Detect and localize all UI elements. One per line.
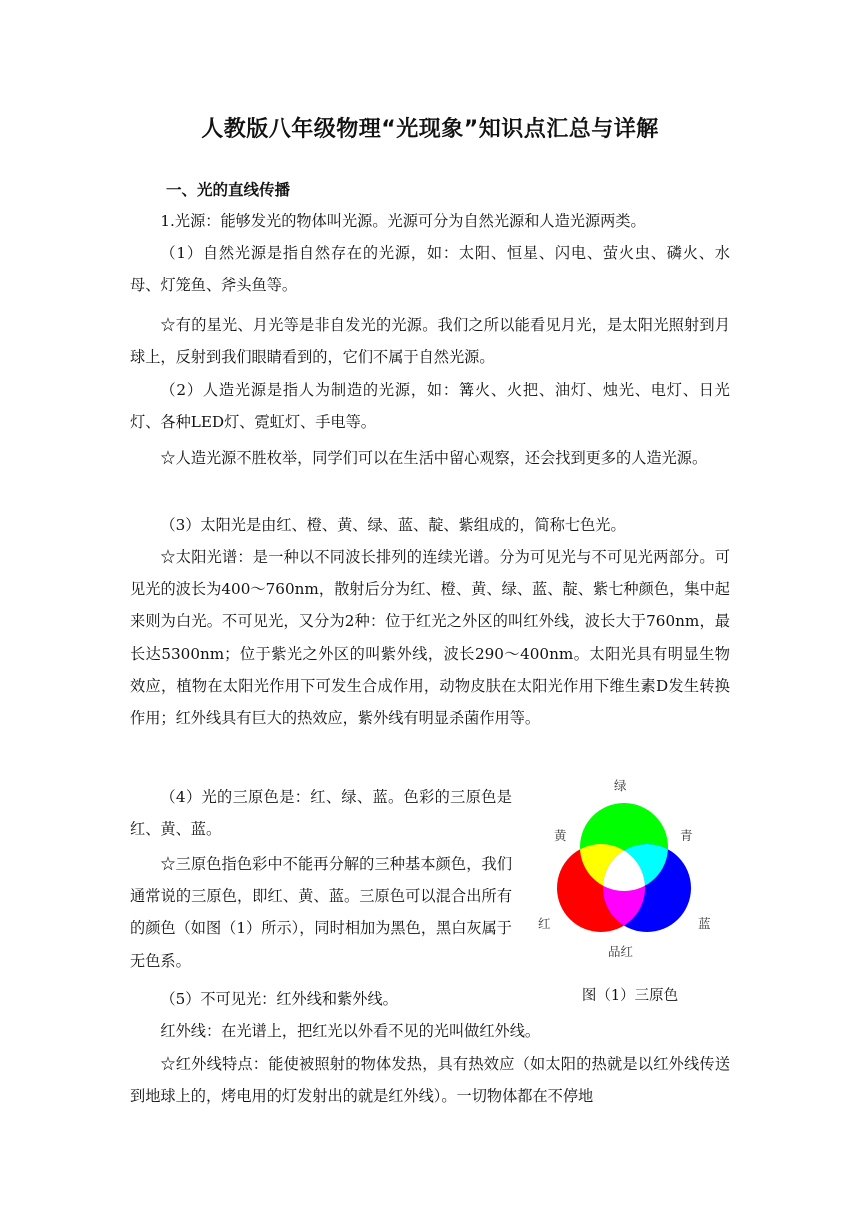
label-green: 绿 [614, 778, 627, 793]
paragraph-artificial-light: （2）人造光源是指人为制造的光源，如：篝火、火把、油灯、烛光、电灯、日光灯、各种LED灯、霓虹灯、手电等。 [130, 381, 730, 432]
paragraph-invisible-light: （5）不可见光：红外线和紫外线。 [160, 990, 398, 1008]
label-red: 红 [538, 916, 551, 931]
label-magenta: 品红 [608, 944, 634, 959]
paragraph-primary-note: ☆三原色指色彩中不能再分解的三种基本颜色，我们通常说的三原色，即红、黄、蓝。三原色可以混合出所有的颜色（如图（1）所示），同时相加为黑色，黑白灰属于无色系。 [130, 855, 512, 970]
paragraph-light-source: 1.光源：能够发光的物体叫光源。光源可分为自然光源和人造光源两类。 [160, 212, 646, 230]
label-cyan: 青 [680, 828, 693, 843]
label-yellow: 黄 [554, 828, 567, 843]
label-blue: 蓝 [698, 916, 711, 931]
paragraph-natural-light: （1）自然光源是指自然存在的光源，如：太阳、恒星、闪电、萤火虫、磷火、水母、灯笼鱼、斧头鱼等。 [130, 244, 730, 295]
paragraph-moonlight-note: ☆有的星光、月光等是非自发光的光源。我们之所以能看见月光，是太阳光照射到月球上，反射到我们眼睛看到的，它们不属于自然光源。 [130, 316, 730, 367]
paragraph-infrared-features: ☆红外线特点：能使被照射的物体发热，具有热效应（如太阳的热就是以红外线传送到地球上的，烤电用的灯发射出的就是红外线）。一切物体都在不停地 [130, 1055, 730, 1106]
document-title: 人教版八年级物理“光现象”知识点汇总与详解 [201, 117, 659, 142]
paragraph-artificial-note: ☆人造光源不胜枚举，同学们可以在生活中留心观察，还会找到更多的人造光源。 [160, 449, 708, 467]
section-heading: 一、光的直线传播 [166, 181, 291, 199]
paragraph-solar-spectrum: ☆太阳光谱：是一种以不同波长排列的连续光谱。分为可见光与不可见光两部分。可见光的波长为400～760nm，散射后分为红、橙、黄、绿、蓝、靛、紫七种颜色，集中起来则为白光。不可见光，又分为2种：位于红光之外区的叫红外线，波长大于760nm，最长达5300nm；位于紫光之外区的叫紫外线，波长290～400nm。太阳光具有明显生物效应，植物在太阳光作用下可发生合成作用，动物皮肤在太阳光作用下维生素D发生转换作用；红外线具有巨大的热效应，紫外线有明显杀菌作用等。 [130, 548, 730, 728]
figure-caption: 图（1）三原色 [581, 988, 679, 1004]
rgb-venn-figure [530, 770, 730, 1010]
paragraph-primary-colors: （4）光的三原色是：红、绿、蓝。色彩的三原色是红、黄、蓝。 [130, 788, 512, 839]
paragraph-seven-colors: （3）太阳光是由红、橙、黄、绿、蓝、靛、紫组成的，简称七色光。 [160, 516, 626, 534]
paragraph-infrared-def: 红外线：在光谱上，把红光以外看不见的光叫做红外线。 [160, 1022, 541, 1040]
